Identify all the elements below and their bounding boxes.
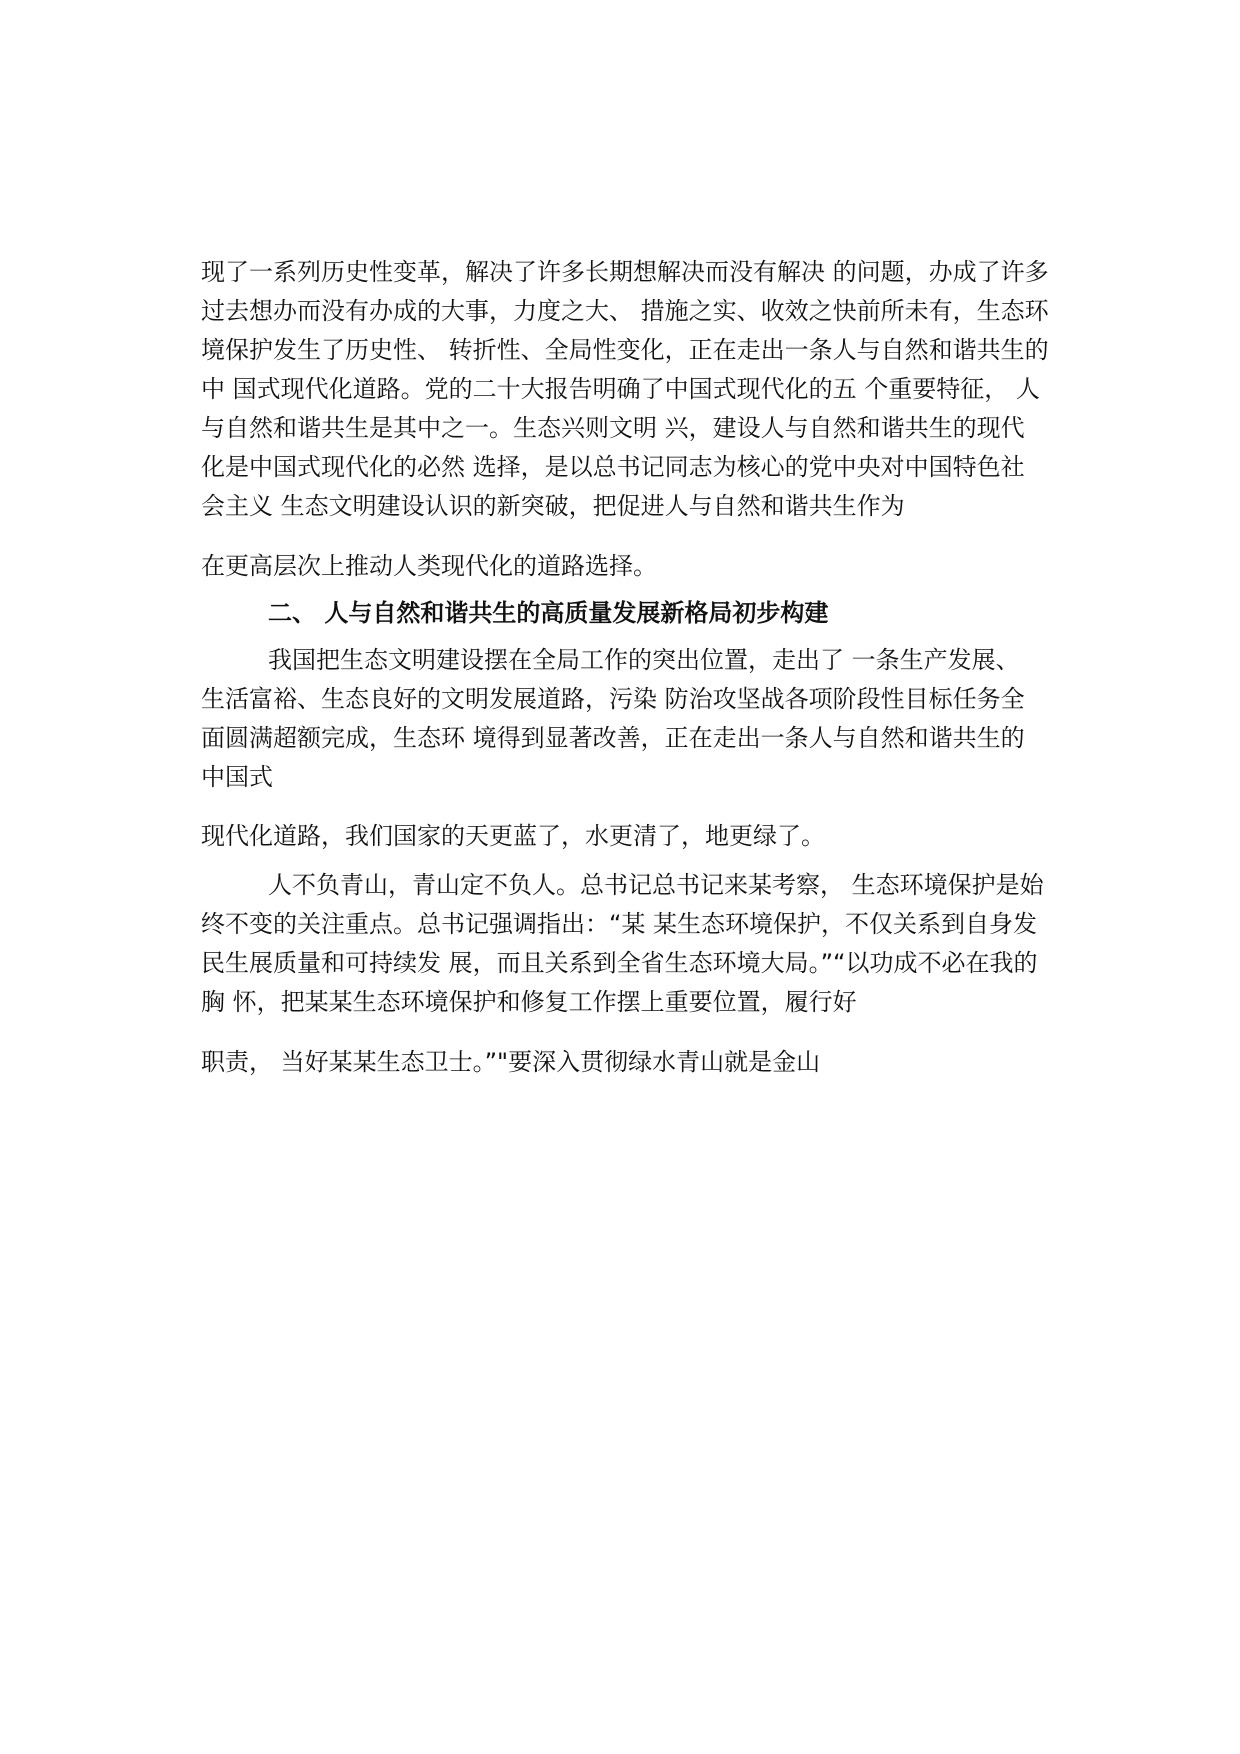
paragraph-line: 人不负青山，青山定不负人。总书记总书记来某考察， 生态环境保护是始: [268, 871, 1044, 899]
paragraph-line: 职责， 当好某某生态卫士。”"要深入贯彻绿水青山就是金山: [201, 1048, 821, 1076]
paragraph-line: 中 国式现代化道路。党的二十大报告明确了中国式现代化的五 个重要特征， 人: [201, 375, 1040, 403]
paragraph-line: 生活富裕、生态良好的文明发展道路，污染 防治攻坚战各项阶段性目标任务全: [201, 685, 1025, 713]
paragraph-line: 民生展质量和可持续发 展，而且关系到全省生态环境大局。”“以功成不必在我的: [201, 949, 1038, 977]
paragraph-line: 现了一系列历史性变革，解决了许多长期想解决而没有解决 的问题，办成了许多: [201, 258, 1049, 286]
section-heading: 二、 人与自然和谐共生的高质量发展新格局初步构建: [268, 599, 829, 627]
paragraph-line: 在更高层次上推动人类现代化的道路选择。: [201, 552, 657, 580]
paragraph-line: 过去想办而没有办成的大事，力度之大、 措施之实、收效之快前所未有，生态环: [201, 297, 1049, 325]
paragraph-line: 面圆满超额完成，生态环 境得到显著改善，正在走出一条人与自然和谐共生的: [201, 724, 1025, 752]
paragraph-line: 境保护发生了历史性、 转折性、全局性变化，正在走出一条人与自然和谐共生的: [201, 336, 1049, 364]
paragraph-line: 终不变的关注重点。总书记强调指出：“某 某生态环境保护，不仅关系到自身发: [201, 910, 1038, 938]
paragraph-line: 中国式: [201, 763, 273, 791]
paragraph-line: 与自然和谐共生是其中之一。生态兴则文明 兴，建设人与自然和谐共生的现代: [201, 414, 1025, 442]
paragraph-line: 化是中国式现代化的必然 选择，是以总书记同志为核心的党中央对中国特色社: [201, 453, 1025, 481]
paragraph-line: 胸 怀，把某某生态环境保护和修复工作摆上重要位置，履行好: [201, 988, 857, 1016]
paragraph-line: 现代化道路，我们国家的天更蓝了，水更清了，地更绿了。: [201, 822, 825, 850]
paragraph-line: 我国把生态文明建设摆在全局工作的突出位置，走出了 一条生产发展、: [268, 646, 1020, 674]
paragraph-line: 会主义 生态文明建设认识的新突破，把促进人与自然和谐共生作为: [201, 492, 905, 520]
